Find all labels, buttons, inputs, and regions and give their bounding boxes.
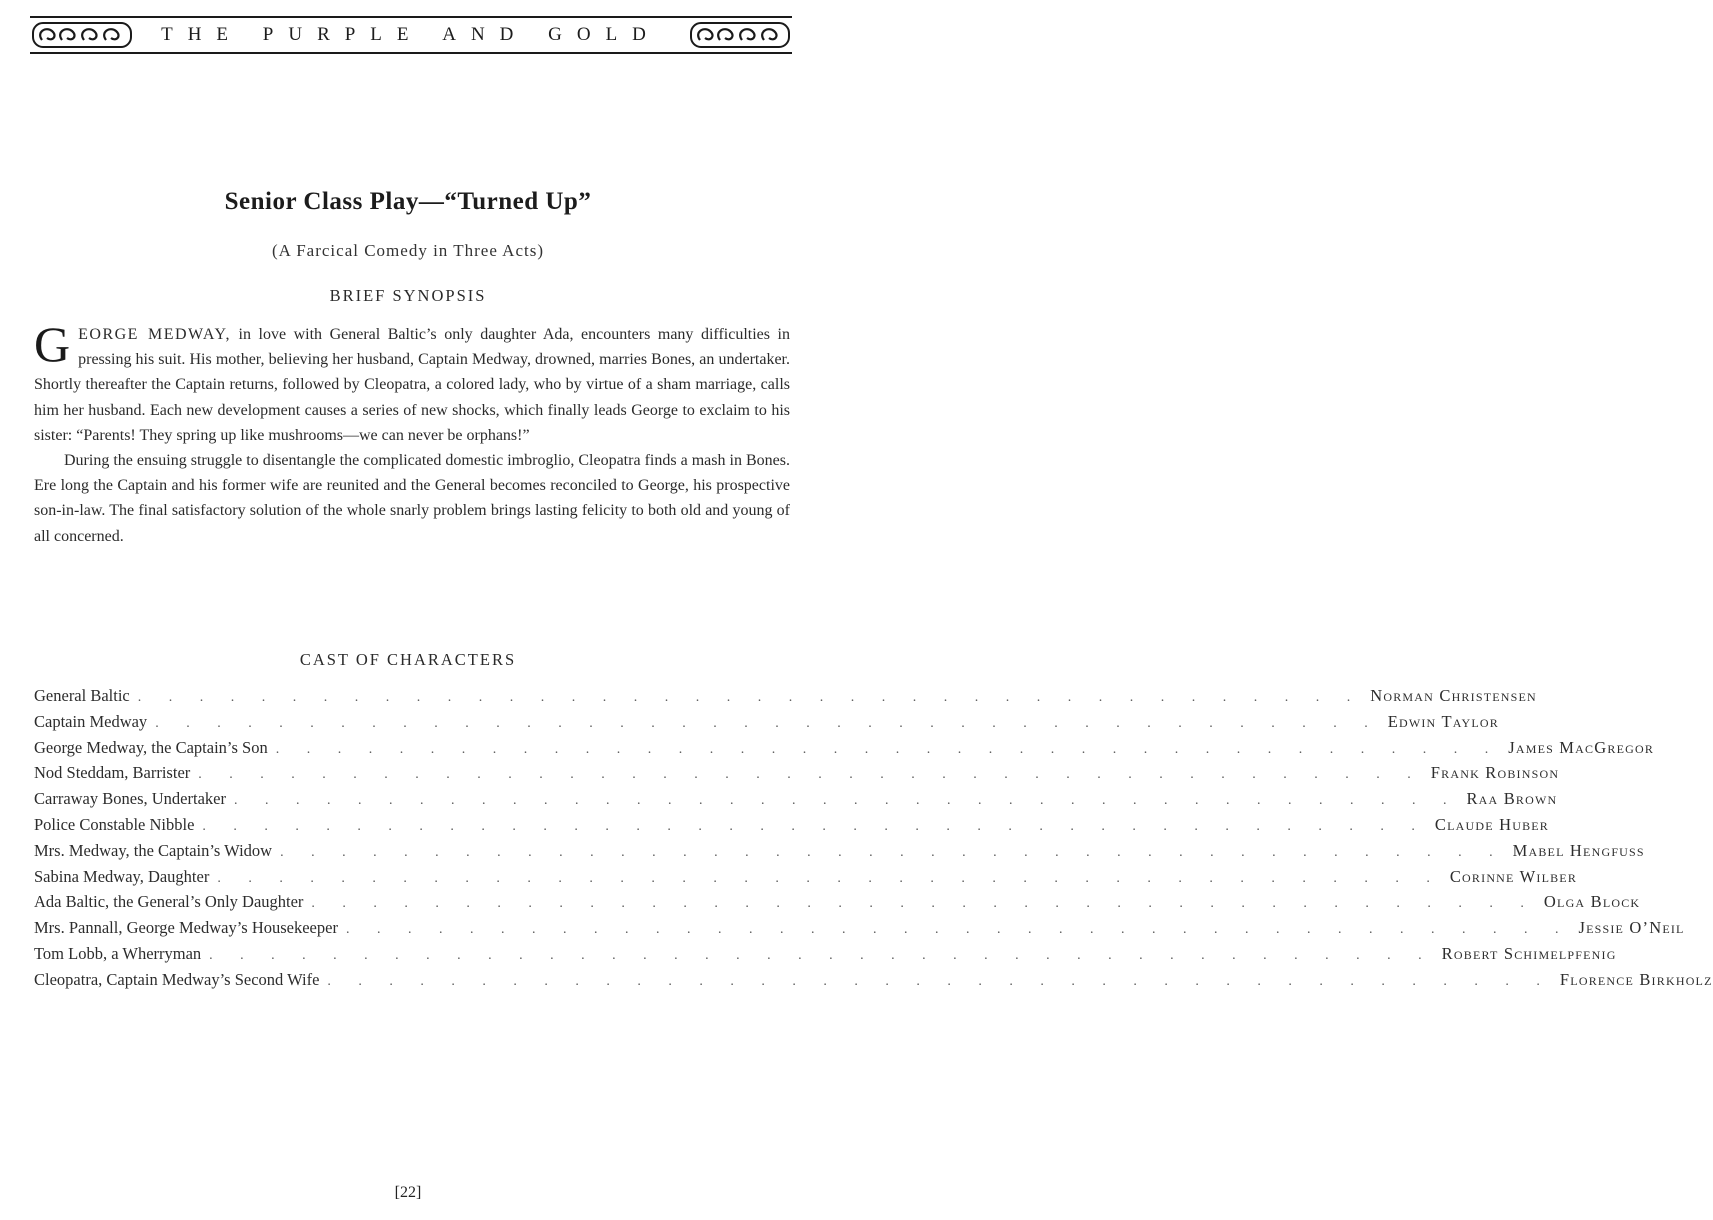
cast-row bbox=[34, 866, 1578, 893]
cast-row bbox=[34, 686, 1537, 712]
character-name: Ada Baltic, the General’s Only Daughter bbox=[34, 892, 304, 912]
cast-row bbox=[34, 789, 1558, 815]
cast-row bbox=[34, 892, 1641, 918]
running-title: THE PURPLE AND GOLD bbox=[161, 24, 661, 45]
synopsis-heading: BRIEF SYNOPSIS bbox=[329, 286, 487, 305]
scroll-ornament-icon bbox=[690, 22, 790, 48]
dot-leader: . . . . . . . . . . . . . . . . . . . . . . . . . . . . . . . . . . . . . . . . bbox=[311, 896, 1536, 912]
character-name: General Baltic bbox=[34, 686, 130, 705]
cast-row bbox=[34, 737, 1655, 764]
cast-row bbox=[34, 711, 1499, 738]
character-name: Carraway Bones, Undertaker bbox=[34, 789, 226, 809]
cast-row bbox=[34, 840, 1645, 867]
dot-leader: . . . . . . . . . . . . . . . . . . . . . . . . . . . . . . . . . . . . . . . . bbox=[327, 973, 1552, 989]
synopsis-paragraph-1 bbox=[34, 316, 790, 448]
dot-leader: . . . . . . . . . . . . . . . . . . . . . . . . . . . . . . . . . . . . . . . . bbox=[217, 870, 1442, 886]
character-name: Cleopatra, Captain Medway’s Second Wife bbox=[34, 969, 320, 989]
cast-row bbox=[34, 814, 1550, 841]
actor-name: Claude Huber bbox=[1434, 814, 1550, 834]
actor-name: James MacGregor bbox=[1508, 737, 1655, 757]
dot-leader: . . . . . . . . . . . . . . . . . . . . . . . . . . . . . . . . . . . . . . . . bbox=[155, 715, 1380, 731]
play-title: Senior Class Play—“Turned Up” bbox=[224, 188, 592, 215]
header-top-rule bbox=[30, 16, 792, 18]
dot-leader: . . . . . . . . . . . . . . . . . . . . . . . . . . . . . . . . . . . . . . . . bbox=[202, 818, 1427, 834]
scroll-ornament-icon bbox=[32, 22, 132, 48]
character-name: Nod Steddam, Barrister bbox=[34, 763, 191, 783]
character-name: Sabina Medway, Daughter bbox=[34, 866, 210, 886]
dot-leader: . . . . . . . . . . . . . . . . . . . . . . . . . . . . . . . . . . . . . . . . bbox=[280, 844, 1505, 860]
play-subtitle: (A Farcical Comedy in Three Acts) bbox=[271, 241, 545, 260]
actor-name: Mabel Hengfuss bbox=[1512, 840, 1645, 860]
character-name: Tom Lobb, a Wherryman bbox=[34, 943, 202, 963]
dot-leader: . . . . . . . . . . . . . . . . . . . . . . . . . . . . . . . . . . . . . . . . bbox=[198, 767, 1423, 783]
cast-list bbox=[34, 686, 1713, 996]
synopsis-paragraph-2: During the ensuing struggle to disentangle the complicated domestic imbroglio, Cleopatra finds a mash in Bones. Ere long the Captain and his former wife are reunited and the General becomes reconciled to George, his prospective son-in-law. The final satisfactory solution of the whole snarly problem brings lasting felicity to both old and young of all concerned. bbox=[34, 452, 790, 545]
character-name: Police Constable Nibble bbox=[34, 814, 195, 834]
character-name: George Medway, the Captain’s Son bbox=[34, 737, 268, 757]
character-name: Captain Medway bbox=[34, 711, 148, 731]
dot-leader: . . . . . . . . . . . . . . . . . . . . . . . . . . . . . . . . . . . . . . . . bbox=[209, 947, 1434, 963]
header-bottom-rule bbox=[30, 52, 792, 54]
cast-row bbox=[34, 969, 1713, 996]
dot-leader: . . . . . . . . . . . . . . . . . . . . . . . . . . . . . . . . . . . . . . . . bbox=[275, 741, 1501, 757]
actor-name: Frank Robinson bbox=[1430, 763, 1560, 783]
character-name: Mrs. Medway, the Captain’s Widow bbox=[34, 840, 273, 860]
actor-name: Robert Schimelpfenig bbox=[1441, 943, 1617, 963]
actor-name: Corinne Wilber bbox=[1449, 866, 1578, 886]
paragraph-1-text: in love with General Baltic’s only daughter Ada, encounters many difficulties in pressing his suit. His mother, believing her husband, Captain Medway, drowned, marries Bones, an undertaker. Shortly thereafter the Captain returns, followed by Cleopatra, a colored lady, who by virtue of a sham marriage, calls him her husband. Each new development causes a series of new shocks, which finally leads George to exclaim to his sister: “Parents! They spring up like mushrooms—we can never be orphans!” bbox=[34, 326, 790, 444]
page-number: [22] bbox=[394, 1184, 422, 1201]
actor-name: Raa Brown bbox=[1466, 789, 1558, 809]
cast-row bbox=[34, 918, 1685, 944]
actor-name: Florence Birkholz bbox=[1559, 969, 1713, 989]
cast-heading: CAST OF CHARACTERS bbox=[299, 650, 517, 669]
dot-leader: . . . . . . . . . . . . . . . . . . . . . . . . . . . . . . . . . . . . . . . . bbox=[345, 922, 1571, 938]
dot-leader: . . . . . . . . . . . . . . . . . . . . . . . . . . . . . . . . . . . . . . . . bbox=[137, 690, 1363, 705]
actor-name: Olga Block bbox=[1543, 892, 1641, 912]
actor-name: Jessie O’Neil bbox=[1578, 918, 1685, 938]
dot-leader: . . . . . . . . . . . . . . . . . . . . . . . . . . . . . . . . . . . . . . . . bbox=[233, 793, 1459, 809]
synopsis-body bbox=[34, 316, 790, 549]
running-header bbox=[30, 16, 792, 56]
lead-in-smallcaps: EORGE MEDWAY, bbox=[78, 326, 231, 343]
cast-row bbox=[34, 763, 1560, 789]
drop-cap: G bbox=[34, 316, 71, 372]
actor-name: Edwin Taylor bbox=[1387, 711, 1499, 731]
character-name: Mrs. Pannall, George Medway’s Housekeeper bbox=[34, 918, 338, 938]
actor-name: Norman Christensen bbox=[1370, 686, 1537, 705]
cast-row bbox=[34, 943, 1617, 970]
